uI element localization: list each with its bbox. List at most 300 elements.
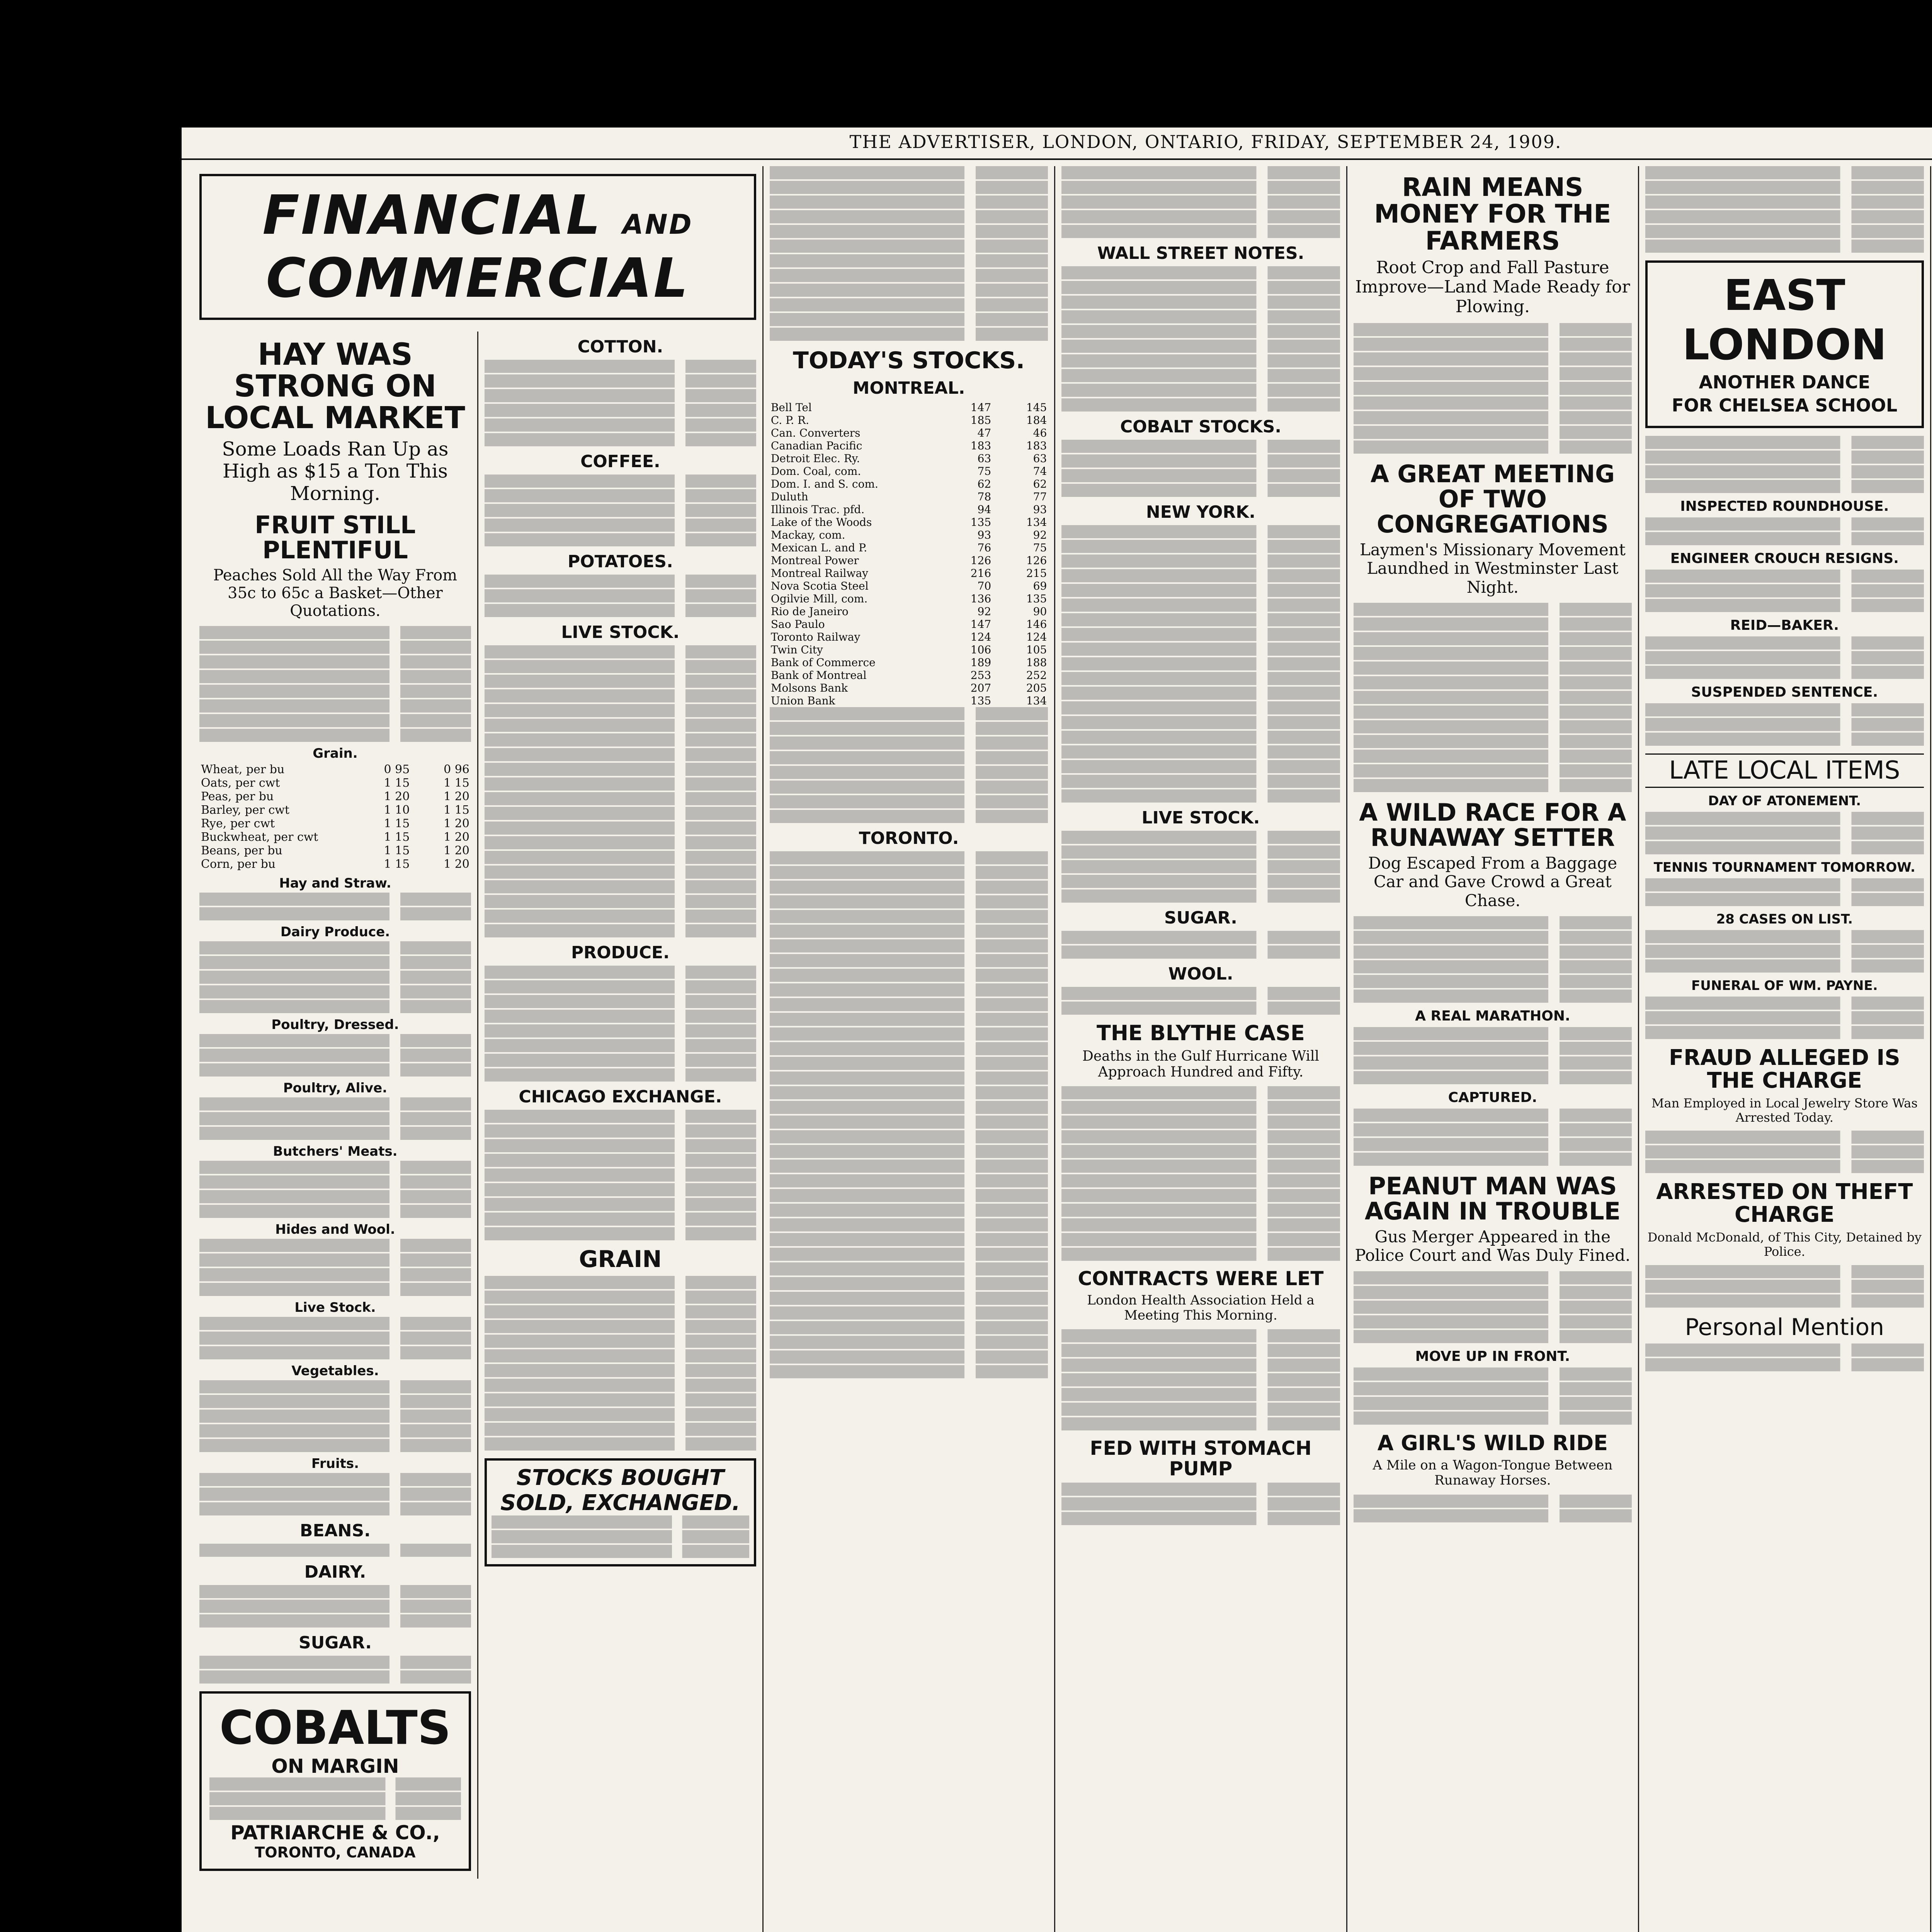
text-line	[199, 1253, 471, 1267]
stock-cell-ask: 207	[970, 682, 992, 694]
text-line	[1061, 1174, 1340, 1187]
peanut-head: PEANUT MAN WAS AGAIN IN TROUBLE	[1364, 1172, 1621, 1226]
text-line	[1645, 480, 1923, 493]
text-line	[770, 1218, 1048, 1231]
stock-cell-name: Nova Scotia Steel	[770, 580, 869, 592]
text-line	[485, 866, 756, 879]
cobalts-sub: ON MARGIN	[271, 1755, 399, 1778]
text-line	[199, 1502, 471, 1515]
text-line	[1645, 225, 1923, 238]
stock-cell-name: Molsons Bank	[770, 682, 848, 694]
front-sub: MOVE UP IN FRONT.	[1415, 1348, 1570, 1364]
stock-row	[770, 605, 1048, 618]
arrested-deck: Donald McDonald, of This City, Detained by Police.	[1647, 1230, 1922, 1259]
text-line	[1061, 540, 1340, 553]
text-line	[485, 1068, 756, 1082]
text-line	[1061, 569, 1340, 582]
text-line	[485, 880, 756, 893]
text-line	[485, 895, 756, 908]
captured-sub: CAPTURED.	[1448, 1089, 1537, 1105]
text-line	[770, 707, 1048, 720]
livestock-head-4: LIVE STOCK.	[1141, 808, 1260, 828]
text-line	[770, 910, 1048, 923]
stock-cell-bid: 77	[1033, 490, 1047, 503]
stock-cell-bid: 134	[1026, 516, 1047, 529]
rain-money-deck: Root Crop and Fall Pasture Improve—Land Made Ready for Plowing.	[1355, 257, 1630, 317]
text-line	[1061, 1344, 1340, 1357]
text-line	[1354, 1153, 1632, 1166]
text-line	[770, 781, 1048, 794]
stock-cell-ask: 92	[977, 605, 992, 618]
stock-cell-ask: 147	[970, 401, 992, 414]
stock-row	[770, 401, 1048, 414]
text-line	[1645, 827, 1923, 840]
stock-row	[770, 516, 1048, 529]
stock-cell-ask: 185	[970, 414, 992, 427]
reid-baker-sub: REID—BAKER.	[1730, 617, 1839, 633]
text-line	[1061, 440, 1340, 453]
page-columns	[193, 166, 1932, 1932]
text-line	[1061, 454, 1340, 468]
text-line	[485, 1291, 756, 1304]
stock-cell-name: Ogilvie Mill, com.	[770, 592, 868, 605]
wallstreet-head: WALL STREET NOTES.	[1097, 243, 1304, 263]
text-line	[1645, 636, 1923, 650]
text-line	[199, 1034, 471, 1047]
text-line	[1061, 860, 1340, 873]
text-line	[770, 881, 1048, 894]
stock-cell-bid: 184	[1026, 414, 1047, 427]
text-line	[1061, 1417, 1340, 1430]
text-line	[199, 1473, 471, 1486]
text-line	[1645, 1358, 1923, 1371]
text-line	[1061, 1359, 1340, 1372]
east-london-title: EAST LONDON	[1682, 270, 1887, 369]
stock-row	[770, 682, 1048, 694]
stock-row	[770, 631, 1048, 643]
stock-cell-bid: 145	[1026, 401, 1047, 414]
text-line	[1354, 1071, 1632, 1084]
stock-cell-bid: 183	[1026, 439, 1047, 452]
text-line	[1354, 1315, 1632, 1328]
stock-cell-name: Canadian Pacific	[770, 439, 862, 452]
text-line	[770, 722, 1048, 735]
text-line	[1061, 672, 1340, 685]
grain-cell-hi: 1 20	[444, 857, 469, 871]
text-line	[770, 795, 1048, 808]
text-line	[770, 1365, 1048, 1378]
text-line	[1645, 703, 1923, 716]
text-line	[485, 836, 756, 849]
stock-cell-ask: 183	[970, 439, 992, 452]
hides-label: Hides and Wool.	[275, 1222, 395, 1238]
stock-cell-bid: 90	[1033, 605, 1047, 618]
stock-cell-name: Sao Paulo	[770, 618, 825, 631]
text-line	[1354, 396, 1632, 410]
text-line	[770, 254, 1048, 267]
text-line	[1645, 181, 1923, 194]
stock-cell-name: Detroit Elec. Ry.	[770, 452, 860, 465]
text-line	[485, 704, 756, 717]
text-line	[1354, 1367, 1632, 1381]
text-line	[199, 1097, 471, 1111]
text-line	[1645, 959, 1923, 973]
text-line	[1645, 465, 1923, 478]
chicago-head: CHICAGO EXCHANGE.	[519, 1087, 722, 1107]
text-line	[1061, 1483, 1340, 1496]
text-line	[1061, 296, 1340, 309]
text-line	[485, 821, 756, 835]
text-line	[770, 210, 1048, 223]
grain-cell-item: Barley, per cwt	[201, 803, 290, 817]
text-line	[1061, 946, 1340, 959]
text-line	[485, 1198, 756, 1211]
text-line	[485, 675, 756, 688]
poultry-label: Poultry, Dressed.	[271, 1017, 399, 1033]
cobalts-ad	[199, 1691, 471, 1871]
text-line	[199, 1380, 471, 1393]
text-line	[1061, 789, 1340, 803]
stock-cell-name: Mexican L. and P.	[770, 541, 867, 554]
text-line	[770, 925, 1048, 938]
text-line	[485, 1010, 756, 1023]
text-line	[485, 519, 756, 532]
text-line	[199, 1112, 471, 1125]
broker-city: TORONTO, CANADA	[255, 1844, 416, 1861]
text-line	[1354, 382, 1632, 395]
stock-row	[770, 618, 1048, 631]
stock-row	[770, 503, 1048, 516]
stock-cell-ask: 216	[970, 567, 992, 580]
text-line	[770, 1174, 1048, 1187]
stock-cell-name: Bank of Montreal	[770, 669, 867, 682]
text-line	[1061, 931, 1340, 944]
stomach-pump-head: FED WITH STOMACH PUMP	[1090, 1437, 1312, 1480]
text-line	[485, 1437, 756, 1451]
text-line	[1354, 1271, 1632, 1284]
grain-cell-lo: 1 15	[384, 830, 410, 844]
text-line	[209, 1807, 461, 1820]
stock-row	[770, 592, 1048, 605]
text-line	[770, 1262, 1048, 1276]
text-line	[485, 1393, 756, 1406]
text-line	[485, 1039, 756, 1052]
text-line	[770, 328, 1048, 341]
text-line	[485, 474, 756, 488]
text-line	[199, 714, 471, 727]
text-line	[199, 1600, 471, 1613]
stock-cell-ask: 124	[970, 631, 992, 643]
text-line	[1354, 779, 1632, 792]
text-line	[1645, 532, 1923, 545]
text-line	[1645, 240, 1923, 253]
text-line	[1061, 484, 1340, 497]
cases-sub: 28 CASES ON LIST.	[1716, 912, 1853, 927]
produce-head: PRODUCE.	[571, 943, 670, 963]
text-line	[770, 225, 1048, 238]
text-line	[485, 418, 756, 432]
sugar-head: SUGAR.	[298, 1633, 372, 1653]
text-line	[1061, 1101, 1340, 1114]
text-line	[199, 1424, 471, 1437]
text-line	[770, 1086, 1048, 1099]
text-line	[485, 792, 756, 805]
text-line	[209, 1777, 461, 1791]
text-line	[1645, 210, 1923, 223]
livestock-label: Live Stock.	[294, 1300, 376, 1316]
banner-commercial: COMMERCIAL	[266, 247, 690, 310]
text-line	[1061, 354, 1340, 367]
text-line	[1354, 750, 1632, 763]
stock-cell-bid: 126	[1026, 554, 1047, 567]
stock-row	[770, 669, 1048, 682]
text-line	[1354, 367, 1632, 380]
text-line	[770, 1189, 1048, 1202]
text-line	[1645, 893, 1923, 906]
text-line	[1061, 166, 1340, 179]
stock-cell-name: Can. Converters	[770, 427, 861, 439]
livestock-head: LIVE STOCK.	[561, 622, 680, 642]
text-line	[1645, 1344, 1923, 1357]
text-line	[209, 1792, 461, 1805]
grain-head: GRAIN	[579, 1246, 662, 1273]
text-line	[770, 1160, 1048, 1173]
text-line	[1645, 196, 1923, 209]
text-line	[199, 1670, 471, 1684]
text-line	[1354, 1301, 1632, 1314]
text-line	[485, 1349, 756, 1362]
text-line	[1061, 1248, 1340, 1261]
text-line	[199, 1585, 471, 1598]
dairy-head: DAIRY.	[304, 1562, 366, 1582]
text-line	[1645, 878, 1923, 891]
stock-cell-name: Toronto Railway	[770, 631, 861, 643]
text-line	[199, 1205, 471, 1218]
text-line	[199, 1049, 471, 1062]
contracts-deck: London Health Association Held a Meeting This Morning.	[1087, 1292, 1315, 1323]
meats-label: Butchers' Meats.	[273, 1144, 398, 1160]
text-line	[485, 575, 756, 588]
text-line	[1354, 1495, 1632, 1508]
text-line	[1354, 1109, 1632, 1122]
stocks-ad	[485, 1458, 756, 1566]
late-local-head: LATE LOCAL ITEMS	[1645, 753, 1923, 788]
text-line	[1061, 384, 1340, 397]
text-line	[1061, 1233, 1340, 1246]
text-line	[485, 1320, 756, 1333]
text-line	[485, 1335, 756, 1348]
text-line	[1061, 875, 1340, 888]
stock-cell-ask: 47	[977, 427, 992, 439]
text-line	[1645, 945, 1923, 958]
tennis-sub: TENNIS TOURNAMENT TOMORROW.	[1653, 860, 1915, 876]
text-line	[485, 1423, 756, 1436]
grain-table	[199, 763, 471, 871]
text-line	[1354, 1138, 1632, 1151]
stock-cell-ask: 106	[970, 643, 992, 656]
grain-cell-item: Buckwheat, per cwt	[201, 830, 318, 844]
engineer-sub: ENGINEER CROUCH RESIGNS.	[1670, 551, 1899, 566]
stock-cell-bid: 124	[1026, 631, 1047, 643]
text-line	[1645, 733, 1923, 746]
text-line	[770, 298, 1048, 311]
text-line	[199, 956, 471, 969]
congregations-deck: Laymen's Missionary Movement Laundhed in Westminster Last Night.	[1359, 540, 1626, 597]
stock-row	[770, 694, 1048, 707]
fruit-headline: FRUIT STILL PLENTIFUL	[255, 511, 416, 565]
grain-cell-item: Peas, per bu	[201, 790, 274, 804]
stock-cell-name: Bank of Commerce	[770, 656, 876, 669]
text-line	[770, 1306, 1048, 1320]
stock-cell-bid: 252	[1026, 669, 1047, 682]
text-line	[199, 1332, 471, 1345]
text-line	[1354, 1397, 1632, 1410]
text-line	[770, 1292, 1048, 1305]
text-line	[1645, 841, 1923, 854]
stock-row	[770, 465, 1048, 478]
text-line	[1645, 930, 1923, 943]
broker-name: PATRIARCHE & CO.,	[230, 1821, 440, 1844]
text-line	[1354, 960, 1632, 973]
text-line	[485, 1364, 756, 1377]
text-line	[1354, 338, 1632, 351]
stock-cell-ask: 135	[970, 516, 992, 529]
stock-cell-name: Twin City	[770, 643, 823, 656]
text-line	[1354, 1509, 1632, 1522]
stock-cell-ask: 189	[970, 656, 992, 669]
stock-row	[770, 656, 1048, 669]
text-line	[770, 1336, 1048, 1349]
text-line	[485, 504, 756, 517]
text-line	[485, 660, 756, 673]
text-line	[770, 181, 1048, 194]
stock-cell-name: Duluth	[770, 490, 808, 503]
text-line	[1354, 1382, 1632, 1395]
text-line	[1354, 617, 1632, 631]
stock-row	[770, 490, 1048, 503]
grain-row	[199, 790, 471, 803]
text-line	[770, 313, 1048, 326]
text-line	[485, 733, 756, 747]
fraud-deck: Man Employed in Local Jewelry Store Was Arrested Today.	[1651, 1095, 1918, 1125]
col2	[478, 332, 756, 1879]
text-line	[485, 1024, 756, 1037]
stock-row	[770, 452, 1048, 465]
text-line	[1061, 281, 1340, 294]
text-line	[770, 1057, 1048, 1070]
text-line	[492, 1515, 749, 1529]
text-line	[199, 1317, 471, 1330]
cobalts-title: COBALTS	[219, 1701, 451, 1755]
text-line	[199, 1127, 471, 1140]
text-line	[1061, 657, 1340, 670]
east-london-box	[1645, 260, 1923, 428]
text-line	[1061, 584, 1340, 597]
newspaper-page	[182, 128, 1932, 1932]
stock-cell-bid: 75	[1033, 541, 1047, 554]
stock-cell-ask: 136	[970, 592, 992, 605]
arrested-head: ARRESTED ON THEFT CHARGE	[1656, 1179, 1913, 1228]
text-line	[1061, 310, 1340, 323]
text-line	[199, 941, 471, 954]
text-line	[485, 604, 756, 617]
text-line	[492, 1530, 749, 1543]
text-line	[770, 1042, 1048, 1055]
text-line	[770, 1027, 1048, 1041]
text-line	[1354, 647, 1632, 660]
text-line	[770, 1248, 1048, 1261]
text-line	[770, 895, 1048, 908]
text-line	[1061, 716, 1340, 729]
text-line	[1645, 997, 1923, 1010]
text-line	[1645, 1026, 1923, 1039]
text-line	[1354, 946, 1632, 959]
text-line	[1061, 1497, 1340, 1510]
text-line	[485, 807, 756, 820]
stock-cell-name: C. P. R.	[770, 414, 810, 427]
grain-row	[199, 763, 471, 776]
text-line	[770, 1233, 1048, 1246]
text-line	[485, 1408, 756, 1421]
text-line	[1061, 628, 1340, 641]
text-line	[485, 1276, 756, 1289]
sugar-head-4: SUGAR.	[1164, 908, 1237, 928]
text-line	[199, 1283, 471, 1296]
text-line	[770, 1101, 1048, 1114]
text-line	[1061, 1403, 1340, 1416]
stock-cell-bid: 69	[1033, 580, 1047, 592]
stock-row	[770, 643, 1048, 656]
grain-label: Grain.	[313, 746, 358, 762]
text-line	[1645, 666, 1923, 679]
text-line	[1354, 1123, 1632, 1136]
congregations-head: A GREAT MEETING OF TWO CONGREGATIONS	[1370, 459, 1615, 538]
text-line	[199, 907, 471, 920]
text-line	[199, 729, 471, 742]
text-line	[199, 1656, 471, 1669]
text-line	[1354, 916, 1632, 929]
stock-cell-bid: 62	[1033, 478, 1047, 490]
text-line	[485, 374, 756, 388]
stocks-column	[764, 166, 1055, 1932]
text-line	[1645, 1131, 1923, 1144]
text-line	[1061, 845, 1340, 859]
funeral-sub: FUNERAL OF WM. PAYNE.	[1691, 978, 1878, 994]
stock-row	[770, 580, 1048, 592]
text-line	[1061, 1218, 1340, 1231]
text-line	[1354, 931, 1632, 944]
text-line	[1061, 1512, 1340, 1525]
text-line	[770, 1071, 1048, 1085]
stock-row	[770, 414, 1048, 427]
grain-row	[199, 830, 471, 844]
text-line	[1354, 691, 1632, 704]
text-line	[1354, 1286, 1632, 1299]
text-line	[1061, 1189, 1340, 1202]
stock-cell-bid: 74	[1033, 465, 1047, 478]
contracts-head: CONTRACTS WERE LET	[1078, 1267, 1324, 1290]
text-line	[770, 166, 1048, 179]
text-line	[485, 645, 756, 658]
text-line	[485, 777, 756, 791]
text-line	[199, 1614, 471, 1628]
text-line	[485, 980, 756, 993]
text-line	[1061, 1160, 1340, 1173]
text-line	[485, 1168, 756, 1182]
stock-cell-bid: 146	[1026, 618, 1047, 631]
text-line	[199, 1268, 471, 1281]
text-line	[770, 284, 1048, 297]
